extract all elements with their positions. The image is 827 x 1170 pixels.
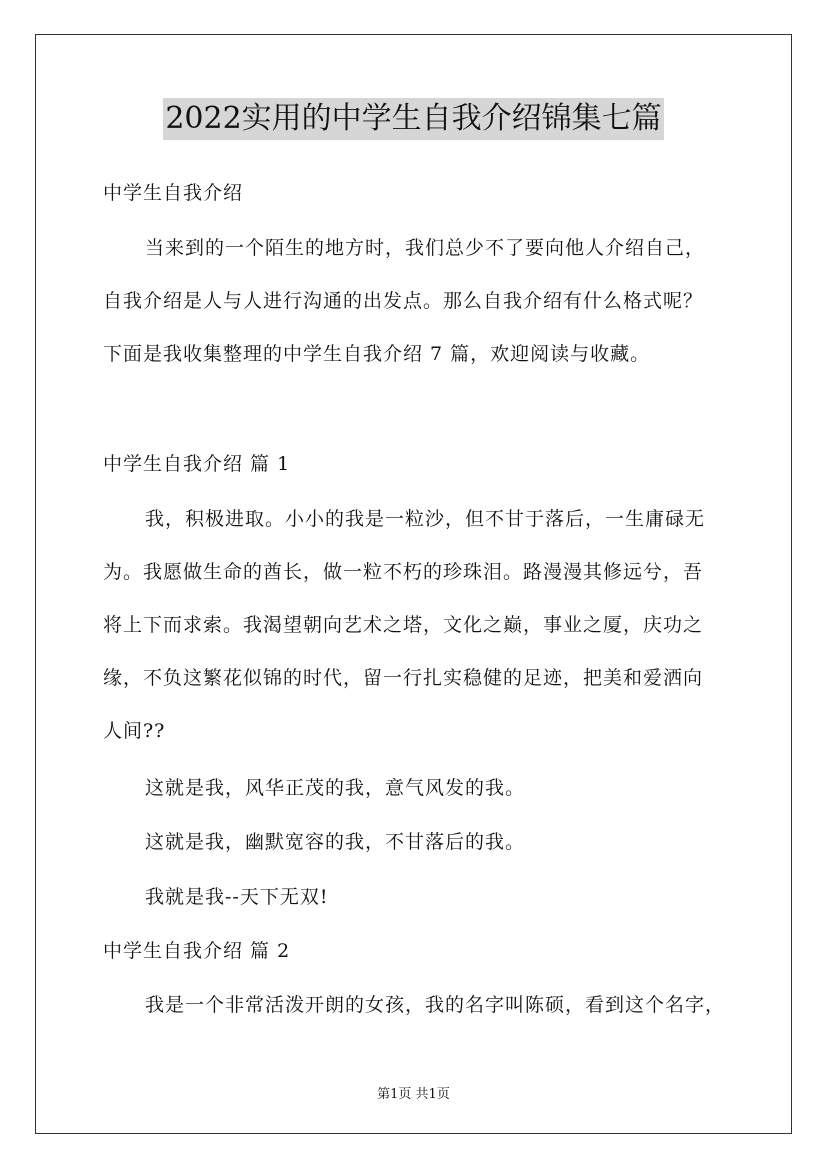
title-container	[0, 98, 827, 140]
intro-heading: 中学生自我介绍	[103, 182, 244, 204]
section2-heading: 中学生自我介绍 篇 2	[103, 940, 291, 962]
section1-line-5: 人间??	[103, 720, 166, 742]
section1-paragraph-4: 我就是我--天下无双!	[145, 886, 329, 908]
section1-heading: 中学生自我介绍 篇 1	[103, 453, 291, 475]
intro-line-1: 当来到的一个陌生的地方时，我们总少不了要向他人介绍自己，	[145, 237, 706, 259]
section1-line-4: 缘，不负这繁花似锦的时代，留一行扎实稳健的足迹，把美和爱洒向	[103, 667, 704, 689]
section1-paragraph-2: 这就是我，风华正茂的我，意气风发的我。	[145, 777, 526, 799]
section1-line-2: 为。我愿做生命的酋长，做一粒不朽的珍珠泪。路漫漫其修远兮，吾	[103, 561, 704, 583]
section2-line-1: 我是一个非常活泼开朗的女孩，我的名字叫陈硕，看到这个名字，	[145, 994, 726, 1016]
section1-line-1: 我，积极进取。小小的我是一粒沙，但不甘于落后，一生庸碌无	[145, 508, 706, 530]
section1-paragraph-3: 这就是我，幽默宽容的我，不甘落后的我。	[145, 831, 526, 853]
section1-line-3: 将上下而求索。我渴望朝向艺术之塔，文化之巅，事业之厦，庆功之	[103, 614, 704, 636]
intro-line-3: 下面是我收集整理的中学生自我介绍 7 篇，欢迎阅读与收藏。	[103, 343, 651, 365]
page-footer: 第1页 共1页	[377, 1087, 450, 1102]
document-title: 2022实用的中学生自我介绍锦集七篇	[163, 98, 663, 140]
intro-line-2: 自我介绍是人与人进行沟通的出发点。那么自我介绍有什么格式呢？	[103, 290, 704, 312]
